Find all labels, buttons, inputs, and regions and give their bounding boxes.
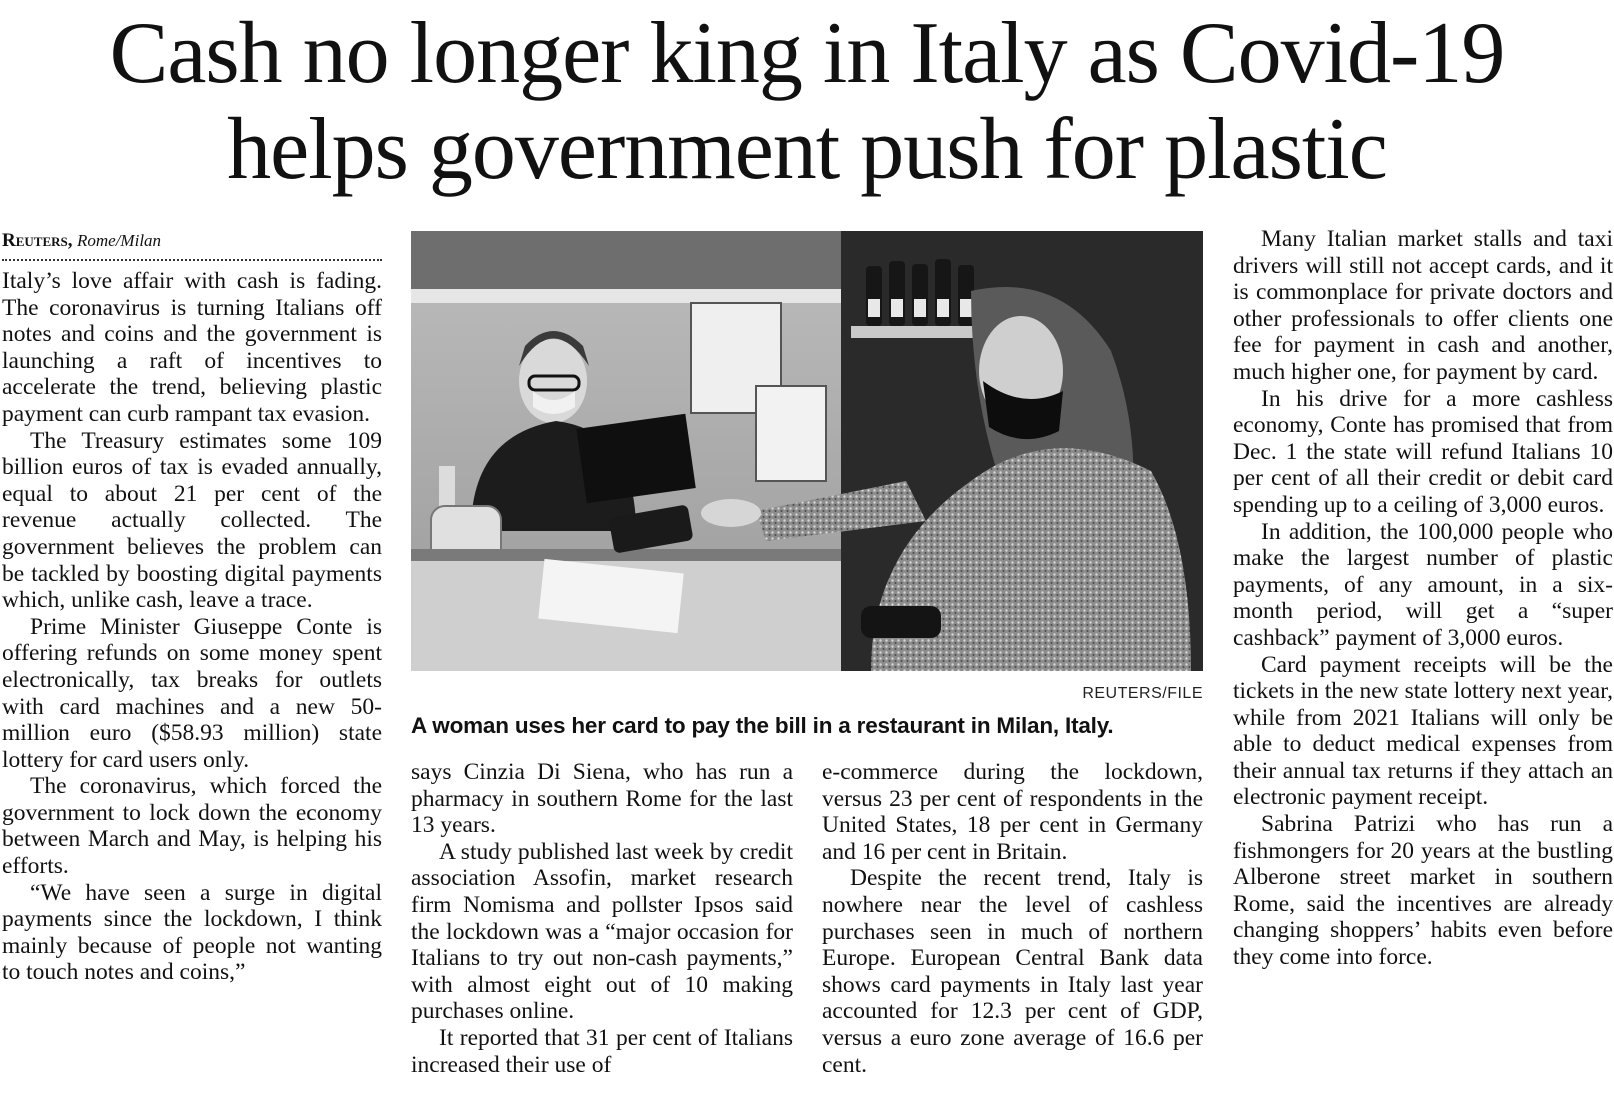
headline-line-2: helps government push for plastic [227,101,1387,198]
article-column-1 [2,268,382,986]
news-photo [411,231,1203,671]
photo-image [411,231,1203,671]
paragraph: “We have seen a surge in digital payments since the lockdown, I think mainly because of people not wanting to touch notes and coins,” [2,879,382,986]
article-column-2 [411,759,793,1078]
article-column-4 [1233,226,1613,971]
paragraph: Despite the recent trend, Italy is nowhere near the level of cashless purchases seen in much of northern Europe. European Central Bank data shows card payments in Italy last year accounted for 12.3 per cent of GDP, versus a euro zone average of 16.6 per cent. [822,865,1203,1078]
photo-credit: REUTERS/FILE [1082,685,1203,702]
paragraph: In his drive for a more cashless economy, Conte has promised that from Dec. 1 the state will refund Italians 10 per cent of all their credit or debit card spending up to a ceiling of 3,000 euros. [1233,385,1613,518]
paragraph: Card payment receipts will be the tickets in the new state lottery next year, while from 2021 Italians will only be able to deduct medical expenses from their annual tax returns if they attach an electronic payment receipt. [1233,651,1613,811]
paragraph: Many Italian market stalls and taxi drivers will still not accept cards, and it is commonplace for private doctors and other professionals to offer clients one fee for payment in cash and another, much higher one, for payment by card. [1233,226,1613,385]
paragraph: In addition, the 100,000 people who make the largest number of plastic payments, of any amount, in a six-month period, will get a “super cashback” payment of 3,000 euros. [1233,518,1613,651]
paragraph: e-commerce during the lockdown, versus 23 per cent of respondents in the United States, 18 per cent in Germany and 16 per cent in Britain. [822,759,1203,865]
paragraph: Sabrina Patrizi who has run a fishmongers for 20 years at the bustling Alberone street market in southern Rome, said the incentives are already changing shoppers’ habits even before they come into force. [1233,811,1613,971]
byline-agency: Reuters, [2,230,73,251]
byline-place: Rome/Milan [77,231,162,250]
headline [0,6,1614,198]
paragraph: A study published last week by credit association Assofin, market research firm Nomisma and pollster Ipsos said the lockdown was a “major occasion for Italians to try out non-cash payments,” with almost eight out of 10 making purchases online. [411,838,793,1025]
photo-caption: A woman uses her card to pay the bill in a restaurant in Milan, Italy. [411,713,1114,738]
paragraph: Italy’s love affair with cash is fading. The coronavirus is turning Italians off notes and coins and the government is launching a raft of incentives to accelerate the trend, believing plastic payment can curb rampant tax evasion. [2,268,382,427]
paragraph: says Cinzia Di Siena, who has run a pharmacy in southern Rome for the last 13 years. [411,759,793,839]
paragraph: The Treasury estimates some 109 billion euros of tax is evaded annually, equal to about 21 per cent of the revenue actually collected. The government believes the problem can be tackled by boosting digital payments which, unlike cash, leave a trace. [2,427,382,614]
paragraph: It reported that 31 per cent of Italians increased their use of [411,1024,793,1078]
paragraph: The coronavirus, which forced the government to lock down the economy between March and May, is helping his efforts. [2,773,382,880]
article-column-3 [822,759,1203,1078]
headline-line-1: Cash no longer king in Italy as Covid-19 [109,5,1505,102]
byline [2,228,382,261]
paragraph: Prime Minister Giuseppe Conte is offering refunds on some money spent electronically, tax breaks for outlets with card machines and a new 50-million euro ($58.93 million) state lottery for card users only. [2,613,382,773]
